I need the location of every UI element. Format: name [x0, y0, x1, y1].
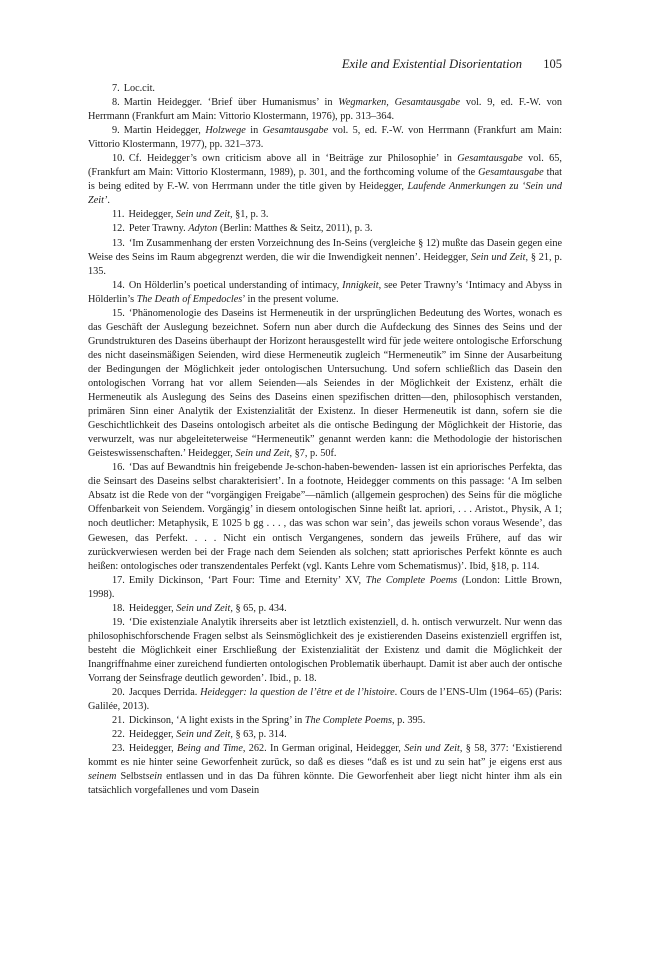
endnote-italic-text: Heidegger: la question de l’être et de l’histoire — [200, 687, 395, 699]
endnote-number: 23. — [112, 743, 125, 755]
endnote-italic-text: sein — [145, 771, 163, 783]
endnote-number: 15. — [112, 307, 125, 319]
endnote-text: ‘Die existenziale Analytik ihrerseits aber ist letztlich existenziell, d. h. ontisch verwurzelt. Nur wenn das philosophischforschende Fragen selbst als Seinsmöglichkeit des je existierenden Daseins existenziell ergriffen ist, besteht die Möglichkeit einer Erschließung der Existenzialität der Existenz und damit die Möglichkeit der Inangriffnahme einer zureichend fundierten ontologischen Problematik überhaupt. Damit ist aber auch der ontische Vorrang der Seinsfrage deutlich geworden’. Ibid., p. 18. — [88, 616, 562, 684]
endnote-italic-text: Wegmarken, Gesamtausgabe — [338, 97, 461, 109]
endnote-number: 16. — [112, 462, 125, 474]
endnote-text: , § 58, 377: ‘Existierend kommt es nie hinter seine Geworfenheit zurück, so daß es dieses “daß es ist und zu sein hat” je eigens erst aus — [88, 743, 562, 769]
endnote-text: , § 21, p. 135. — [88, 251, 563, 277]
endnote-text: . Cours de l’ENS-Ulm (1964–65) (Paris: Galilée, 2013). — [88, 687, 562, 713]
book-page — [88, 56, 562, 798]
endnote — [88, 307, 562, 462]
endnote-text: ‘Das auf Bewandtnis hin freigebende Je-schon-haben-bewenden- lassen ist ein apriorisches Perfekta, das die Seinsart des Daseins selbst charakterisiert’. In a footnote, Heidegger comments on this passage: ‘A Im selben Absatz ist die Rede von der “vorgängigen Freigabe”—nämlich (allgemein gesprochen) des Seins für die mögliche Offenbarkeit von Seiendem. Vorgängig’ in diesem ontologischen Sinne heißt lat. apriori, . . . Aristot., Physik, A 1; noch deutlicher: Metaphysik, E 1025 b gg . . . , das was schon war sein’, das jeweils schon voraus Wesende’, das Gewesen, das Perfekt. . . . Nicht ein ontisch Vergangenes, sondern das jeweils Frühere, auf das wir zurückverwiesen werden bei der Frage nach dem Seienden als solchen; statt apriorisches Perfekt könnte es auch heißen: ontologisches oder transzendentales Perfekt (vgl. Kants Lehre vom Schematismus)’. Ibid, §18, p. 114. — [88, 462, 562, 572]
endnote-italic-text: Sein und Zeit — [176, 729, 231, 741]
endnote-italic-text: Innigkeit — [342, 279, 379, 291]
running-header — [88, 56, 562, 72]
endnote-text: Martin Heidegger. ‘Brief über Humanismus’ in — [123, 97, 339, 109]
endnote-italic-text: Sein und Zeit — [404, 743, 460, 755]
endnote-text: Cf. Heidegger’s own criticism above all in ‘Beiträge zur Philosophie’ in — [128, 153, 458, 165]
endnote-number: 13. — [112, 237, 125, 249]
endnote-number: 22. — [112, 729, 125, 741]
endnote — [88, 602, 562, 616]
endnote-number: 20. — [112, 687, 125, 699]
endnote-italic-text: Sein und Zeit — [235, 448, 290, 460]
endnote-text: Peter Trawny. — [128, 223, 189, 235]
endnote — [88, 124, 562, 152]
endnote-italic-text: Gesamtausgabe — [478, 167, 544, 179]
endnote-italic-text: The Death of Empedocles — [136, 293, 243, 305]
endnote-text: ’ in the present volume. — [242, 293, 339, 305]
endnote-text: Heidegger, — [128, 602, 177, 614]
endnote-italic-text: Being and Time — [176, 743, 243, 755]
endnote-text: entlassen und in das Da führen könnte. Die Geworfenheit aber liegt nicht hinter ihm als ein tatsächlich vorgefallenes und vom Dasein — [88, 771, 562, 797]
endnote-number: 14. — [112, 279, 125, 291]
endnote — [88, 152, 562, 208]
endnote-italic-text: Sein und Zeit — [470, 251, 526, 263]
page-number: 105 — [543, 57, 562, 71]
endnote-italic-text: Sein und Zeit — [176, 602, 231, 614]
endnote-number: 11. — [112, 209, 125, 221]
endnote-number: 21. — [112, 715, 125, 727]
endnote — [88, 237, 562, 279]
endnote — [88, 616, 562, 686]
endnote — [88, 461, 562, 573]
endnote-text: vol. 5, ed. F.-W. von Herrmann (Frankfurt am Main: Vittorio Klostermann, 1977), pp. 321–373. — [88, 125, 562, 151]
endnote-text: , §1, p. 3. — [229, 209, 269, 221]
endnote-text: (London: Little Brown, 1998). — [88, 574, 562, 600]
endnote-text: Martin Heidegger, — [123, 125, 206, 137]
endnote-italic-text: The Complete Poems — [365, 574, 458, 586]
endnote-text: (Berlin: Matthes & Seitz, 2011), p. 3. — [217, 223, 373, 235]
endnote-text: , § 65, p. 434. — [230, 602, 287, 614]
endnote-text: , § 63, p. 314. — [230, 729, 287, 741]
endnote-text: Heidegger, — [128, 729, 177, 741]
endnote-text: , §7, p. 50f. — [289, 448, 337, 460]
endnote-text: in — [245, 125, 263, 137]
endnote-italic-text: Laufende Anmerkungen zu ‘Sein und Zeit’ — [88, 181, 562, 207]
endnote — [88, 222, 562, 236]
endnote-italic-text: Gesamtausgabe — [262, 125, 329, 137]
endnote-number: 12. — [112, 223, 125, 235]
endnote-number: 18. — [112, 602, 125, 614]
endnote — [88, 208, 562, 222]
endnote-text: that is being edited by F.-W. von Herrmann under the title given by Heidegger, — [88, 167, 562, 193]
endnote-number: 8. — [112, 97, 120, 109]
endnote — [88, 742, 562, 798]
endnote-number: 10. — [112, 153, 125, 165]
endnote-number: 17. — [112, 574, 125, 586]
endnote-text: Selbst — [116, 771, 146, 783]
endnote — [88, 728, 562, 742]
endnote — [88, 279, 562, 307]
endnote-italic-text: seinem — [88, 771, 117, 783]
endnote-number: 9. — [112, 125, 120, 137]
endnote-number: 7. — [112, 83, 120, 94]
endnote-text: , see Peter Trawny’s ‘Intimacy and Abyss in Hölderlin’s — [88, 279, 563, 305]
endnote-text: Emily Dickinson, ‘Part Four: Time and Eternity’ XV, — [128, 574, 366, 586]
endnote — [88, 96, 562, 124]
endnote-italic-text: Gesamtausgabe — [457, 153, 523, 165]
endnote-number: 19. — [112, 616, 125, 628]
endnote-text: vol. 65, (Frankfurt am Main: Vittorio Klostermann, 1989), p. 301, and the forthcoming volume of the — [88, 153, 562, 179]
endnote-text: , p. 395. — [391, 715, 426, 727]
endnote-italic-text: The Complete Poems — [304, 715, 392, 727]
endnote — [88, 574, 562, 602]
endnote — [88, 82, 562, 96]
endnote-text: , 262. In German original, Heidegger, — [242, 743, 405, 755]
endnote — [88, 714, 562, 728]
endnote-text: vol. 9, ed. F.-W. von Herrmann (Frankfurt am Main: Vittorio Klostermann, 1976), pp. 313–364. — [88, 97, 562, 123]
endnote-text: ‘Phänomenologie des Daseins ist Hermeneutik in der ursprünglichen Bedeutung des Wortes, wonach es das Geschäft der Auslegung bezeichnet. Sofern nun aber durch die Aufdeckung des Sinnes des Seins und der Grundstrukturen des Daseins überhaupt der Horizont herausgestellt wird für jede weitere ontologische Erforschung des nicht daseinsmäßigen Seienden, wird diese Hermeneutik zugleich “Hermeneutik” im Sinne der Ausarbeitung der Bedingungen der Möglichkeit jeder ontologischen Untersuchung. Und sofern schließlich das Dasein den ontologischen Vorrang hat vor allem Seienden—als Seiendes in der Möglichkeit der Existenz, erhält die Hermeneutik als Auslegung des Seins des Daseins einen spezifischen dritten—den, philosophisch verstanden, primären Sinn einer Analytik der Existenzialität der Existenz. In dieser Hermeneutik ist dann, sofern sie die Geschichtlichkeit des Daseins ontologisch arbeitet als die ontische Bedingung der Möglichkeit der Historie, das verwurzelt, was nur abgeleiteterweise “Hermeneutik” genannt werden kann: die Methodologie der historischen Geisteswissenschaften.’ Heidegger, — [88, 307, 562, 460]
endnote-text: Loc.cit. — [123, 83, 155, 94]
endnote-text: ‘Im Zusammenhang der ersten Vorzeichnung des In-Seins (vergleiche § 12) mußte das Dasein gegen eine Weise des Seins im Raum abgegrenzt werden, die wir die Inwendigkeit nennen’. Heidegger, — [88, 237, 562, 263]
endnote-text: . — [107, 195, 110, 207]
endnote-text: On Hölderlin’s poetical understanding of intimacy, — [128, 279, 343, 291]
endnote-text: Heidegger, — [128, 209, 176, 221]
endnote-text: Jacques Derrida. — [128, 687, 201, 699]
endnote-italic-text: Sein und Zeit — [175, 209, 230, 221]
endnote-italic-text: Adyton — [188, 223, 218, 235]
endnote-italic-text: Holzwege — [205, 125, 246, 137]
endnote-text: Dickinson, ‘A light exists in the Spring’ in — [128, 715, 305, 727]
endnote-text: Heidegger, — [128, 743, 177, 755]
endnote — [88, 686, 562, 714]
endnotes-list — [88, 82, 562, 798]
running-title: Exile and Existential Disorientation — [341, 57, 522, 71]
